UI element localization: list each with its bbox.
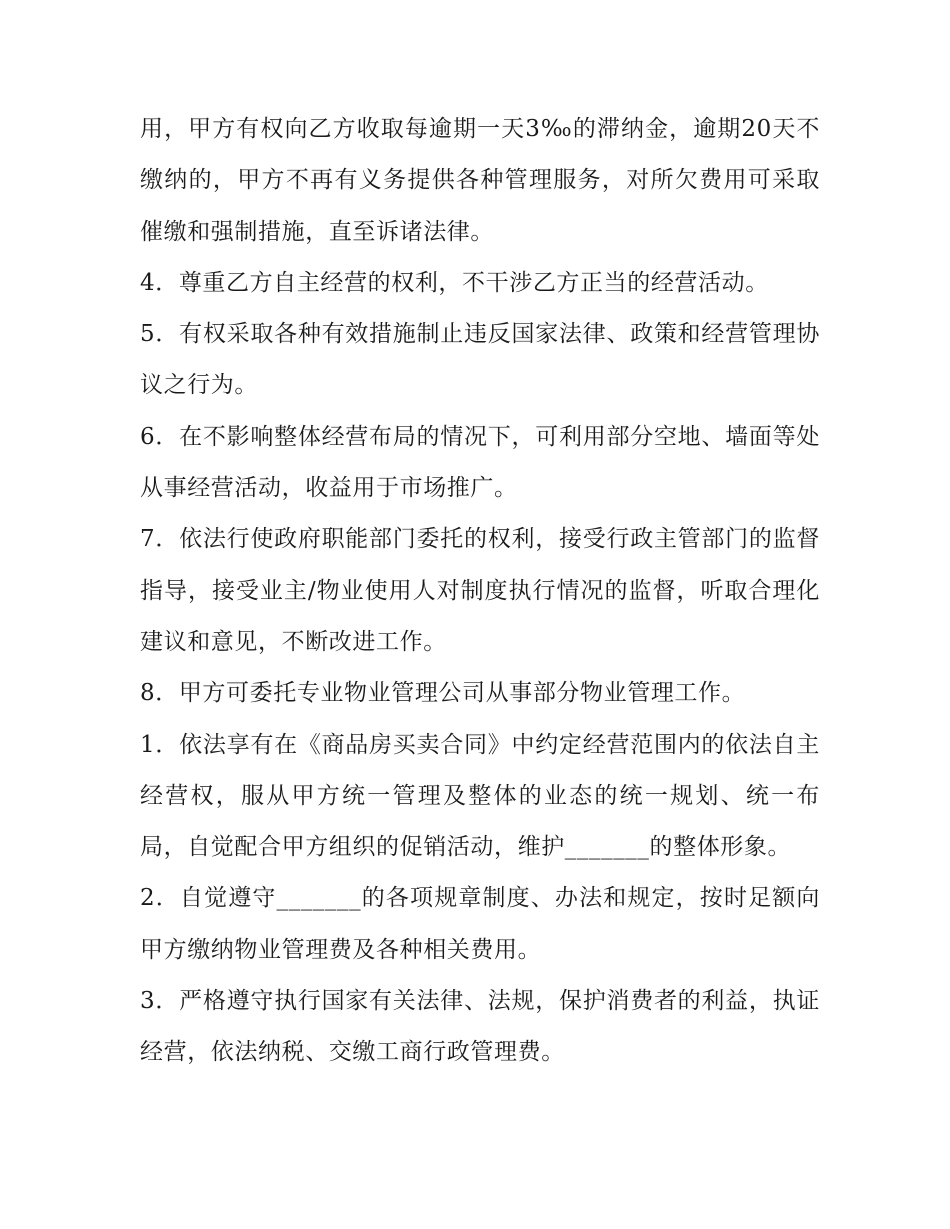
paragraph-item-5-stop-violations: 5．有权采取各种有效措施制止违反国家法律、政策和经营管理协议之行为。 <box>140 321 820 399</box>
paragraph-item-6-use-space: 6．在不影响整体经营布局的情况下，可利用部分空地、墙面等处从事经营活动，收益用于市场推广。 <box>140 423 820 502</box>
paragraph-item-8-property-management: 8．甲方可委托专业物业管理公司从事部分物业管理工作。 <box>140 680 746 707</box>
paragraph-party-b-item-2-rules-fees: 2．自觉遵守_______的各项规章制度、办法和规定，按时足额向甲方缴纳物业管理费及各种相关费用。 <box>140 885 820 963</box>
paragraph-item-4-respect-autonomy: 4．尊重乙方自主经营的权利，不干涉乙方正当的经营活动。 <box>140 269 769 296</box>
paragraph-late-fee-continuation: 用，甲方有权向乙方收取每逾期一天3‰的滞纳金，逾期20天不缴纳的，甲方不再有义务提供各种管理服务，对所欠费用可采取催缴和强制措施，直至诉诸法律。 <box>140 116 820 245</box>
paragraph-item-7-government-delegation: 7．依法行使政府职能部门委托的权利，接受行政主管部门的监督指导，接受业主/物业使用人对制度执行情况的监督，听取合理化建议和意见，不断改进工作。 <box>140 526 820 655</box>
document-body <box>140 104 820 1079</box>
paragraph-party-b-item-3-law-compliance: 3．严格遵守执行国家有关法律、法规，保护消费者的利益，执证经营，依法纳税、交缴工商行政管理费。 <box>140 988 820 1066</box>
paragraph-party-b-item-1-operating-rights: 1．依法享有在《商品房买卖合同》中约定经营范围内的依法自主经营权，服从甲方统一管理及整体的业态的统一规划、统一布局，自觉配合甲方组织的促销活动，维护_______的整体形象。 <box>140 731 820 861</box>
